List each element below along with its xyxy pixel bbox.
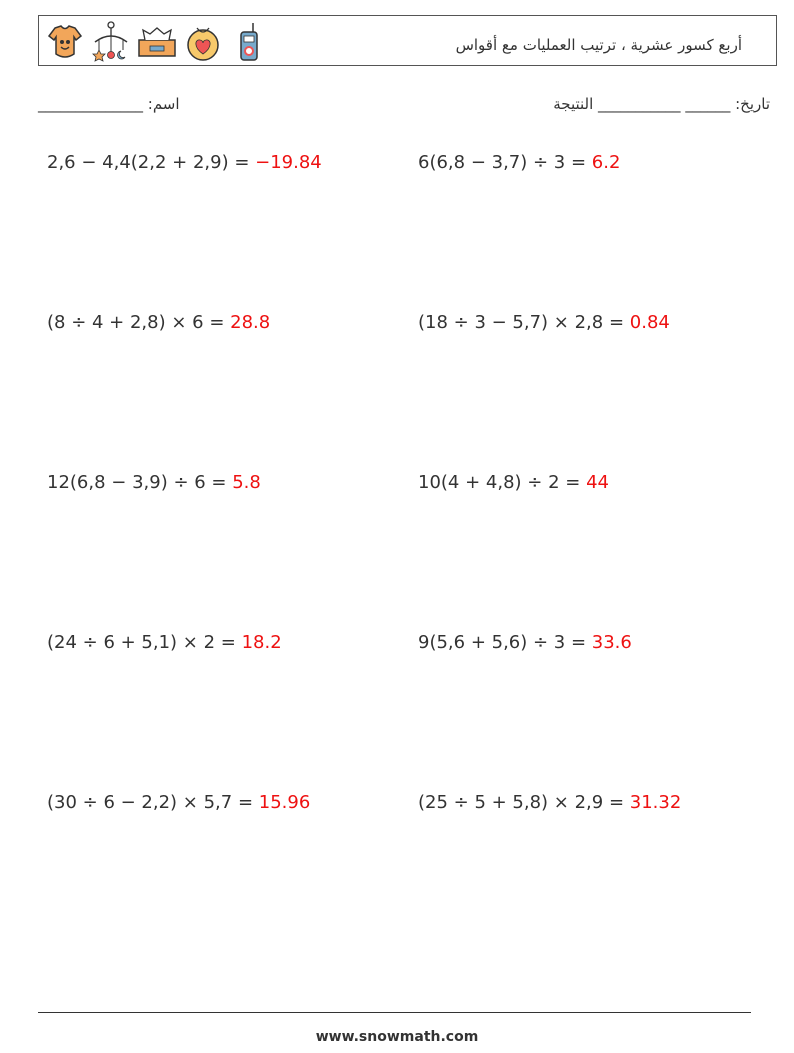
problem-answer: 18.2 <box>241 632 282 653</box>
problem-answer: 33.6 <box>591 632 632 653</box>
baby-bodysuit-icon <box>43 20 87 64</box>
baby-mobile-icon <box>89 20 133 64</box>
problem-expression: (24 ÷ 6 + 5,1) × 2 = <box>47 632 242 653</box>
header-icons <box>43 20 271 64</box>
problem-answer: 31.32 <box>629 792 682 813</box>
worksheet-header <box>38 15 777 66</box>
problem-1 <box>47 152 322 173</box>
problem-4 <box>418 312 670 333</box>
footer-divider <box>38 1012 751 1013</box>
problem-10 <box>418 792 681 813</box>
baby-monitor-icon <box>227 20 271 64</box>
problem-6 <box>418 472 609 493</box>
baby-bib-icon <box>181 20 225 64</box>
problem-expression: 6(6,8 − 3,7) ÷ 3 = <box>418 152 592 173</box>
name-field: اسم: ______________ <box>38 95 180 113</box>
problem-7 <box>47 632 282 653</box>
problem-expression: 9(5,6 + 5,6) ÷ 3 = <box>418 632 592 653</box>
footer-url[interactable]: www.snowmath.com <box>315 1029 479 1045</box>
problem-expression: (25 ÷ 5 + 5,8) × 2,9 = <box>418 792 630 813</box>
problem-8 <box>418 632 632 653</box>
problem-2 <box>418 152 620 173</box>
problem-answer: 28.8 <box>230 312 271 333</box>
problem-expression: (8 ÷ 4 + 2,8) × 6 = <box>47 312 231 333</box>
problem-3 <box>47 312 270 333</box>
problem-expression: (18 ÷ 3 − 5,7) × 2,8 = <box>418 312 630 333</box>
problem-9 <box>47 792 310 813</box>
problem-expression: 2,6 − 4,4(2,2 + 2,9) = <box>47 152 256 173</box>
problem-answer: 15.96 <box>258 792 311 813</box>
problem-expression: (30 ÷ 6 − 2,2) × 5,7 = <box>47 792 259 813</box>
problem-expression: 12(6,8 − 3,9) ÷ 6 = <box>47 472 233 493</box>
date-score-field: تاريخ: ______ ___________ النتيجة <box>553 95 770 113</box>
problem-answer: −19.84 <box>255 152 322 173</box>
worksheet-title: أربع كسور عشرية ، ترتيب العمليات مع أقواس <box>455 36 742 54</box>
problem-5 <box>47 472 261 493</box>
problem-answer: 44 <box>586 472 609 493</box>
problem-expression: 10(4 + 4,8) ÷ 2 = <box>418 472 587 493</box>
problem-answer: 0.84 <box>629 312 670 333</box>
problem-answer: 5.8 <box>232 472 261 493</box>
tissue-box-icon <box>135 20 179 64</box>
problem-answer: 6.2 <box>591 152 621 173</box>
